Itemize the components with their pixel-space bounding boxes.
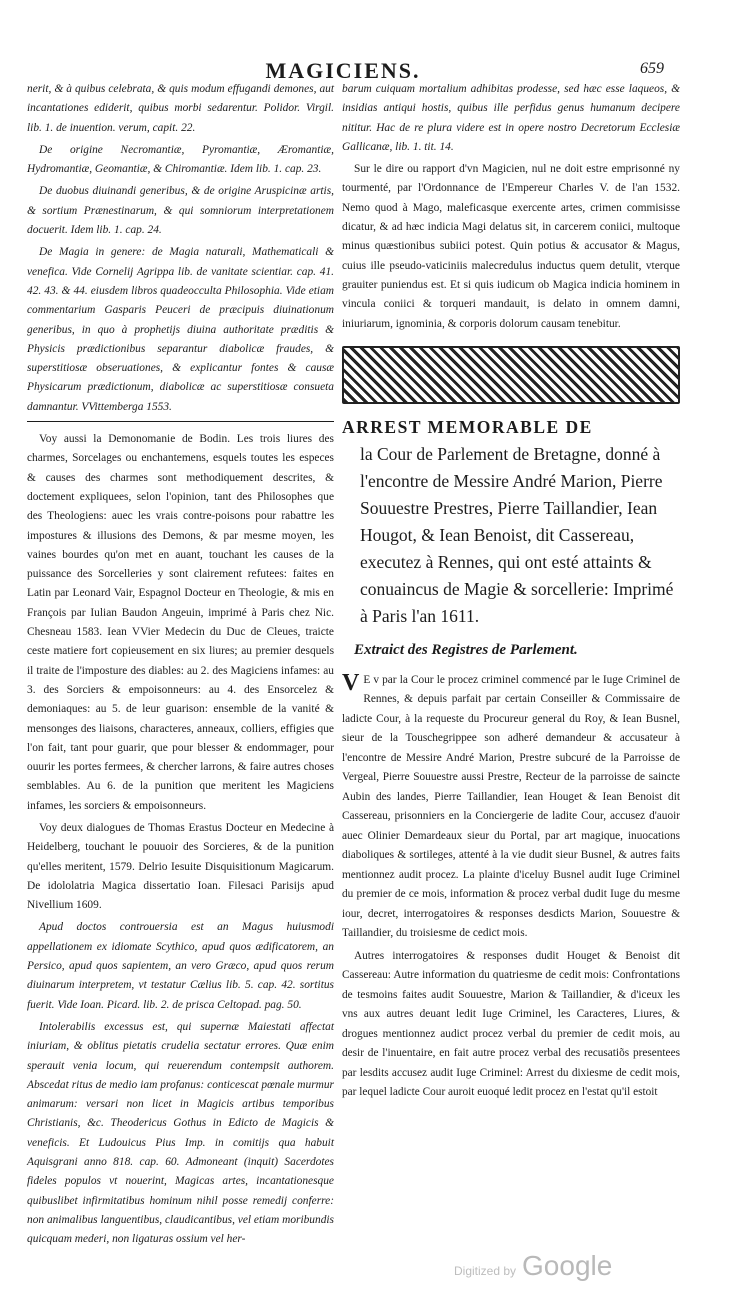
arrest-heading-rest: la Cour de Parlement de Bretagne, donné à l'encontre de Messire André Marion, Pierre Souuestre Prestres, Pierre Taillandier, Iean Hougot, & Iean Benoist, dit Cassereau, executez à Rennes, qui ont esté attaints & conuaincus de Magie & sorcellerie: Imprimé à Paris l'an 1611. bbox=[360, 443, 674, 626]
left-paragraph: De origine Necromantiæ, Pyromantiæ, Æromantiæ, Hydromantiæ, Geomantiæ, & Chiromantiæ. Idem lib. 1. cap. 23. bbox=[27, 143, 334, 176]
left-column bbox=[27, 80, 334, 1253]
left-paragraph: Apud doctos controuersia est an Magus huiusmodi appellationem ex idiomate Scythico, apud quos ædificatorem, an Persico, apud quos sapientem, an vero Græco, apud quos rerum diuinarum interpretem, vt testatur Cælius lib. 5. cap. 42. sortitus fuerit. Vide Ioan. Picard. lib. 2. de prisca Celtopad. pag. 50. bbox=[27, 921, 334, 1011]
arrest-heading bbox=[342, 414, 680, 630]
google-logo: Google bbox=[522, 1250, 613, 1281]
divider bbox=[27, 421, 334, 422]
left-paragraph: De Magia in genere: de Magia naturali, Mathematicali & venefica. Vide Cornelij Agrippa lib. de vanitate scientiar. cap. 41. 42. 43. & 44. eiusdem libros quadeocculta Philosophia. Vide etiam commentarium Gasparis Peuceri de præcipuis diuinationum generibus, in quo à prophetijs diuina authoritate præditis & Physicis prædictionibus separantur diabolicæ fraudes, & superstitiosæ obseruationes, & explicantur fontes & causæ Physicarum prædictionum, diabolicæ ac superstitiosæ consueta damnantur. VVittemberga 1553. bbox=[27, 246, 334, 413]
left-paragraph: nerit, & à quibus celebrata, & quis modum effugandi demones, aut incantationes ediderit, quibus morbi sedarentur. Polidor. Virgil. lib. 1. de inuention. verum, capit. 22. bbox=[27, 83, 334, 134]
right-paragraph: Sur le dire ou rapport d'vn Magicien, nul ne doit estre emprisonné ny tourmenté, par l'Ordonnance de l'Empereur Charles V. de l'an 1532. Nemo quod à Mago, maleficasque exercente artes, crimen commisisse dicatur, & ad hæc indicia Magi delatus sit, in carcerem coniici, multoque minus quæstionibus subiici potest. Quin potius & accusator & Magus, cuius ille pseudo-vaticiniis malecredulus inductus quem detulit, vterque grauiter puniendus est. Et si quis iudicum ob Magica indicia hominem in vincula coniici & torqueri mandauit, is delato in omnem damni, iniuriarum, ignominia, & corporis dolorum causam tenebitur. bbox=[342, 163, 680, 330]
digitized-label: Digitized by bbox=[454, 1264, 517, 1278]
arrest-body bbox=[342, 671, 680, 1103]
left-paragraph: Intolerabilis excessus est, qui supernæ Maiestati affectat iniuriam, & oblitus pietatis crudelia sectatur errores. Quæ enim sperauit venia locum, qui reuerendum contempsit authorem. Abscedat ritus de medio iam profanus: conticescat pœnale murmur animarum: versari non licet in Magicis artibus temporibus Christianis, &c. Theodericus Gothus in Edicto de Magicis & veneficis. Et Ludouicus Pius Imp. in comitijs qua habuit Aquisgrani anno 818. cap. 60. Admoneant (inquit) Sacerdotes fideles populos vt nouerint, Magicas artes, incantationesque quibuslibet infirmitatibus hominum nihil posse remedij conferre: non animalibus languentibus, claudicantibus, vel etiam moribundis quicquam mederi, non ligaturas ossium vel her- bbox=[27, 1020, 334, 1246]
right-paragraph: barum cuiquam mortalium adhibitas prodesse, sed hæc esse laqueos, & insidias antiqui hostis, quibus ille perfidus genus humanum decipere nititur. Hac de re plura videre est in opere nostro Decretorum Ecclesiæ Gallicanæ, lib. 1. tit. 14. bbox=[342, 83, 680, 153]
left-paragraph: Voy deux dialogues de Thomas Erastus Docteur en Medecine à Heidelberg, touchant le pouuoir des Sorcieres, & de la punition qu'elles meritent, 1579. Delrio Iesuite Disquisitionum Magicarum. De idololatria Magica dissertatio Ioan. Filesaci Parisijs apud Nivellium 1609. bbox=[27, 821, 334, 912]
ornamental-band bbox=[342, 346, 680, 404]
left-paragraph: De duobus diuinandi generibus, & de origine Aruspicinæ artis, & sortium Prænestinarum, & qui somniorum interpretationem docuerit. Idem lib. 1. cap. 24. bbox=[27, 185, 334, 237]
running-title: MAGICIENS. bbox=[265, 58, 421, 83]
arrest-heading-first-line: ARREST MEMORABLE DE bbox=[342, 416, 593, 437]
digitized-footer bbox=[454, 1250, 612, 1282]
drop-cap: V bbox=[342, 669, 360, 696]
arrest-paragraph: Autres interrogatoires & responses dudit Houget & Benoist dit Cassereau: Autre information du quatriesme de cedit mois: Confrontations de tesmoins faites audit Souuestre, Marion & Taillandier, & d'iceux les vns aux autres deuant ledit Iuge Criminel, les Caracteres, Liures, & drogues mentionnez audict procez verbal du premier de cedit mois, au desir de l'inuentaire, en fait autre procez verbal des recusatiõs presentees par lesdits accusez audit Iuge Criminel: Arrest du dixiesme de cedit mois, par lequel ladicte Cour auroit euoqué ledit procez en l'estat qu'il estoit bbox=[342, 949, 680, 1099]
left-paragraph: Voy aussi la Demonomanie de Bodin. Les trois liures des charmes, Sorcelages ou enchantemens, esquels toutes les especes & causes des charmes sont methodiquement descrites, & doctement expliquees, selon l'opinion, tant des Philosophes que des Theologiens: auec les vrais contre-poisons pour rabattre les impostures & illusions des Demons, & par mesme moyen, les vaines bourdes qu'on met en auant, touchant les causes de la puissance des Sorcelleries y sont clairement refutees: faites en Latin par Leonard Vair, Espagnol Docteur en Theologie, & mis en François par Iulian Baudon Angeuin, imprimé à Paris chez Nic. Chesneau 1583. Iean VVier Medecin du Duc de Cleues, traicte ceste matiere fort copieusement en six liures; au premier desquels il traite de l'imposture des diables: au 2. des Magiciens infames: au 3. des Sorciers & empoisonneurs: au 4. des Ensorcelez & demoniaques: au 5. de leur guarison: ensemble de la vanité & mensonges des liaisons, characteres, anneaux, colliers, effigies que l'on fait, tant pour guarir, que pour blesser & endommager, pour ouurir les portes fermees, & chercher larrons, & faire autres choses semblables. Au 6. de la punition que meritent les Magiciens infames, les sorciers & empoisonneurs. bbox=[27, 433, 334, 812]
extract-heading: Extraict des Registres de Parlement. bbox=[354, 641, 578, 658]
arrest-paragraph: E v par la Cour le procez criminel commencé par le Iuge Criminel de Rennes, & depuis parfait par certain Conseiller & Commissaire de ladicte Cour, à la requeste du Procureur general du Roy, & Iean Busnel, sieur de la Touschegrippee son adheré demandeur & accusateur à l'encontre de Messire André Marion, Prestre subcuré de la Parroisse de Vergeal, Pierre Souuestre aussi Prestre, Recteur de la parroisse de saincte Aubin des landes, Pierre Taillandier, Iean Houget & Iean Benoist dit Cassereau, prisonniers en la Conciergerie de ladite Cour, accusez d'auoir auec Olinier Demardeaux sieur du Portal, par art magique, inuocations diaboliques & sortileges, attenté à la vie dudit sieur Busnel, & autres faits mentionnez audit procez. La plainte d'iceluy Busnel audit Iuge Criminel du premier de ce mois, information & procez verbal dudit Iuge du mesme iour, decret, interrogatoires & responses desdicts Marion, Souuestre & Taillandier, du troisiesme de cedict mois. bbox=[342, 673, 680, 940]
right-column bbox=[342, 80, 680, 1106]
page-number: 659 bbox=[640, 60, 664, 77]
